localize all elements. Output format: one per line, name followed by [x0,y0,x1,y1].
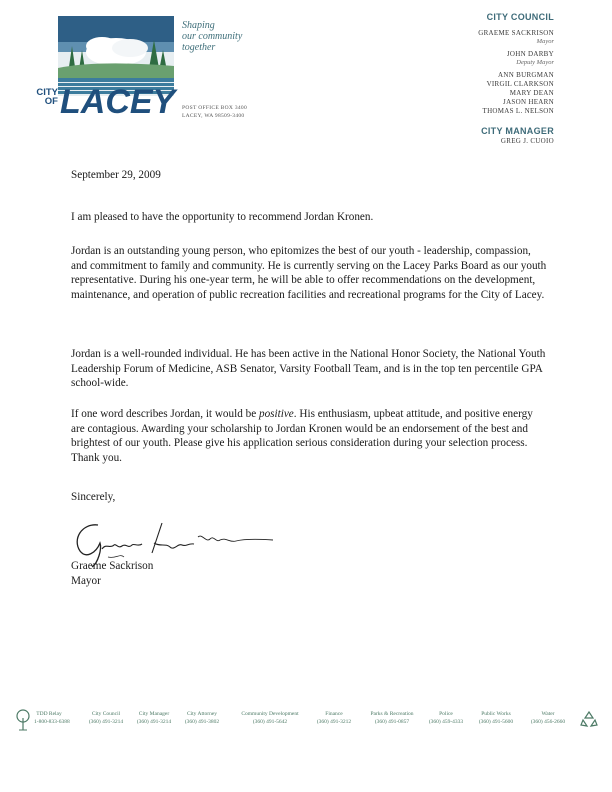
city-of-label: CITY OF [36,87,58,107]
city-name-wordmark: LACEY [60,83,176,121]
council-member-name: THOMAS L. NELSON [482,107,554,115]
footer-department: Public Works (360) 491-5600 [478,711,514,725]
letter-paragraph-intro: I am pleased to have the opportunity to recommend Jordan Kronen. [71,211,374,223]
footer-department: Police (360) 459-4333 [428,711,464,725]
mailing-address: POST OFFICE BOX 3400 LACEY, WA 98509-3400 [182,105,248,119]
city-manager-heading: CITY MANAGER [481,126,554,136]
council-heading: CITY COUNCIL [486,12,554,22]
footer-department: Parks & Recreation (360) 491-0857 [370,711,414,725]
letter-date: September 29, 2009 [71,169,161,181]
council-member-role: Deputy Mayor [516,59,554,66]
council-member-name: GRAEME SACKRISON [478,29,554,37]
council-member-role: Mayor [536,38,554,45]
city-manager-name: GREG J. CUOIO [500,137,554,145]
footer-department: City Attorney (360) 491-3802 [184,711,220,725]
council-member-name: JASON HEARN [503,98,554,106]
signer-block [71,559,153,589]
city-tagline: Shaping our community together [182,20,243,53]
letter-paragraph-activities: Jordan is a well-rounded individual. He has been active in the National Honor Society, the National Youth Leadership Forum of Medicine, ASB Senator, Varsity Football Team, and is in the top ten percentile GPA school-wide. [71,348,546,390]
signer-name: Graeme Sackrison [71,560,154,572]
footer-department: TDD Relay 1-800-833-6388 [34,711,70,725]
footer-department: City Council (360) 491-3214 [88,711,124,725]
tree-icon [14,708,32,732]
emphasized-word: positive [258,408,294,420]
council-member-name: MARY DEAN [509,89,554,97]
council-member-name: VIRGIL CLARKSON [486,80,554,88]
council-roster [404,12,554,146]
letter-closing: Sincerely, [71,491,116,503]
signer-title: Mayor [71,575,101,587]
letter-paragraph-character: Jordan is an outstanding young person, who epitomizes the best of our youth - leadership, compassion, and commitment to family and community. He is currently serving on the Lacey Parks Board as our youth representative. During his one-year term, he will be able to offer recommendations on the development, maintenance, and operation of public recreation facilities and recreational programs for the City of Lacey. [71,245,547,301]
footer-department-directory [14,708,598,734]
letter-paragraph-recommendation: If one word describes Jordan, it would be positive. His enthusiasm, upbeat attitude, and positive energy are contagious. Awarding your scholarship to Jordan Kronen would be an endorsement of the best and brightest of our youth. Please give his application serious consideration during your selection process. Thank you. [71,408,533,464]
footer-department: City Manager (360) 491-3214 [136,711,172,725]
recycle-icon [580,710,598,728]
footer-department: Community Development (360) 491-5642 [241,711,299,725]
footer-department: Water (360) 456-2660 [530,711,566,725]
council-member-name: JOHN DARBY [506,50,554,58]
footer-department: Finance (360) 491-3212 [316,711,352,725]
city-logo [30,12,270,122]
council-member-name: ANN BURGMAN [498,71,554,79]
